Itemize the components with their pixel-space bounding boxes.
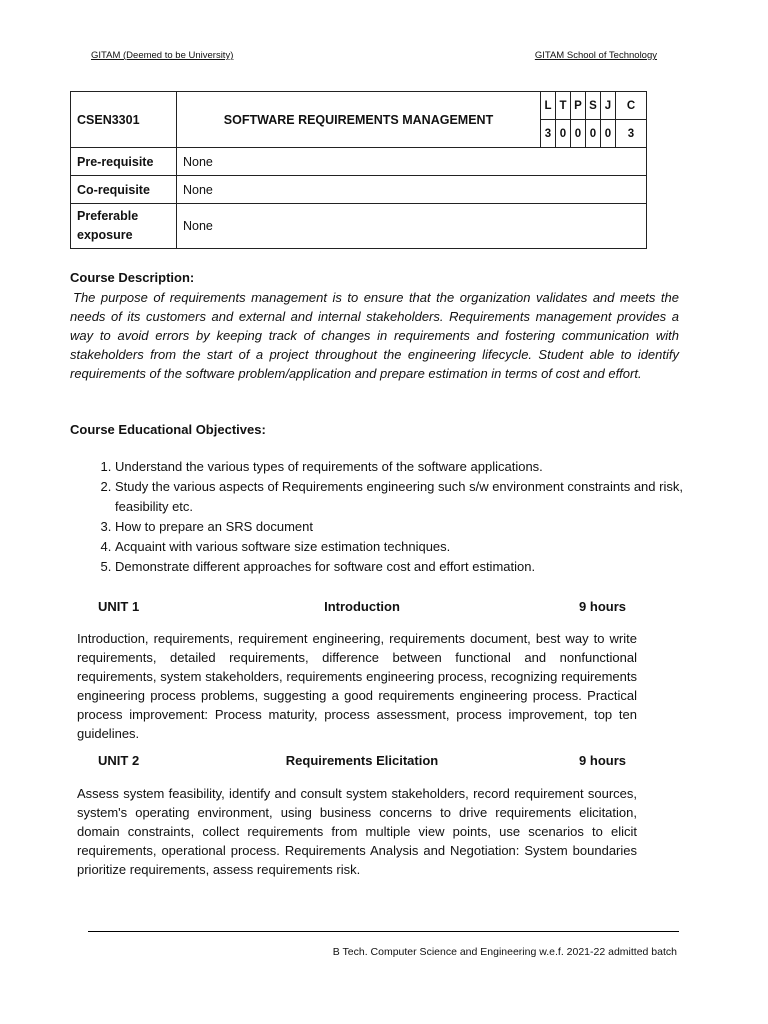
unit-2-title: Requirements Elicitation (285, 753, 439, 768)
header-university: GITAM (Deemed to be University) (91, 50, 234, 61)
unit-1-title: Introduction (324, 599, 400, 614)
unit-2-number: UNIT 2 (98, 753, 140, 768)
unit-1-hours: 9 hours (579, 599, 626, 614)
table-row (71, 204, 647, 249)
ltp-header-p: P (571, 92, 586, 120)
list-item: 1. Understand the various types of requirements of the software applications. (115, 457, 715, 477)
ltp-value-s: 0 (586, 120, 601, 148)
footer-divider (88, 931, 679, 932)
footer-text: B Tech. Computer Science and Engineering w.e.f. 2021-22 admitted batch (332, 946, 677, 958)
table-row (71, 176, 647, 204)
ltp-value-c: 3 (616, 120, 647, 148)
course-description-heading: Course Description: (70, 270, 195, 285)
ltp-header-j: J (601, 92, 616, 120)
course-title: SOFTWARE REQUIREMENTS MANAGEMENT (177, 92, 541, 148)
course-table (70, 91, 647, 249)
objectives-heading: Course Educational Objectives: (70, 422, 266, 437)
corequisite-value: None (177, 176, 647, 204)
preferable-exposure-label: Preferable exposure (71, 204, 177, 249)
objectives-list (70, 457, 715, 577)
unit-2-content: Assess system feasibility, identify and consult system stakeholders, record requirement sources, system's operating environment, using business concerns to drive requirements elicitation, domain constraints, collect requirements from multiple view points, use scenarios to elicit requirements, operational process. Requirements Analysis and Negotiation: System boundaries prioritize requirements, assess requirements risk. (77, 786, 637, 877)
ltp-header-t: T (556, 92, 571, 120)
course-table-row-header (71, 92, 647, 120)
header-school: GITAM School of Technology (534, 50, 657, 61)
ltp-value-p: 0 (571, 120, 586, 148)
list-item: 5. Demonstrate different approaches for software cost and effort estimation. (115, 557, 715, 577)
ltp-value-j: 0 (601, 120, 616, 148)
list-item: 2. Study the various aspects of Requirements engineering such s/w environment constraints and risk, feasibility etc. (115, 477, 715, 517)
list-item: 3. How to prepare an SRS document (115, 517, 715, 537)
list-item: 4. Acquaint with various software size estimation techniques. (115, 537, 715, 557)
ltp-value-t: 0 (556, 120, 571, 148)
ltp-value-l: 3 (541, 120, 556, 148)
unit-1-content: Introduction, requirements, requirement engineering, requirements document, best way to write requirements, detailed requirements, difference between functional and nonfunctional requirements, system stakeholders, requirements engineering process, recognizing requirements engineering process problems, suggesting a good requirements engineering process. Practical process improvement: Process maturity, process assessment, process improvement, top ten guidelines. (77, 631, 637, 741)
prerequisite-label: Pre-requisite (71, 148, 177, 176)
ltp-header-c: C (616, 92, 647, 120)
course-code: CSEN3301 (71, 92, 177, 148)
unit-1-header (98, 599, 626, 617)
prerequisite-value: None (177, 148, 647, 176)
ltp-header-l: L (541, 92, 556, 120)
corequisite-label: Co-requisite (71, 176, 177, 204)
course-description-text: The purpose of requirements management is to ensure that the organization validates and meets the needs of its customers and external and internal stakeholders. Requirements management provides a way to avoid errors by keeping track of changes in requirements and fostering communication with stakeholders from the start of a project throughout the engineering lifecycle. Student able to identify requirements of the software problem/application and prepare estimation in terms of cost and effort. (70, 290, 679, 381)
unit-2-hours: 9 hours (579, 753, 626, 768)
preferable-exposure-value: None (177, 204, 647, 249)
ltp-header-s: S (586, 92, 601, 120)
table-row (71, 148, 647, 176)
unit-2-header (98, 753, 626, 771)
unit-1-number: UNIT 1 (98, 599, 140, 614)
